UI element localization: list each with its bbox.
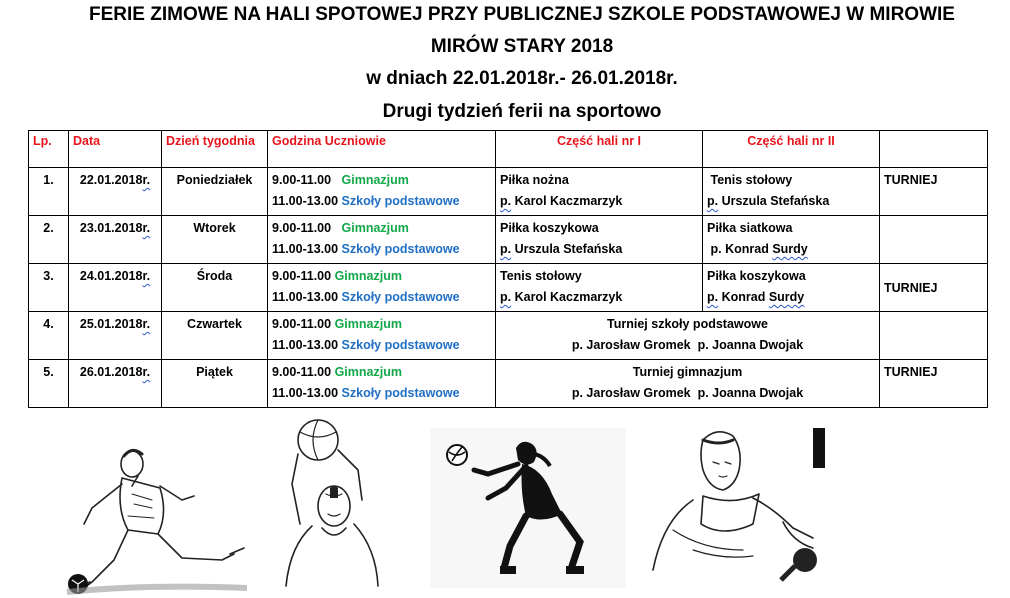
cell-time: 9.00-11.00 Gimnazjum 11.00-13.00 Szkoły podstawowe (268, 360, 496, 408)
title-line-1: FERIE ZIMOWE NA HALI SPOTOWEJ PRZY PUBLICZNEJ SZKOLE PODSTAWOWEJ W MIROWIE (89, 4, 955, 25)
cell-day: Wtorek (162, 216, 268, 264)
cell-note: TURNIEJ (880, 168, 988, 216)
header-day: Dzień tygodnia (162, 131, 268, 168)
cell-note: TURNIEJ (880, 360, 988, 408)
cell-merged-halls: Turniej szkoły podstawowe p. Jarosław Gromek p. Joanna Dwojak (496, 312, 880, 360)
cell-lp: 4. (29, 312, 69, 360)
table-row (29, 264, 988, 312)
table-tennis-player-illustration (633, 420, 833, 588)
table-row (29, 168, 988, 216)
cell-time: 9.00-11.00 Gimnazjum 11.00-13.00 Szkoły podstawowe (268, 216, 496, 264)
cell-lp: 3. (29, 264, 69, 312)
soccer-player-illustration (62, 424, 252, 598)
cell-lp: 5. (29, 360, 69, 408)
cell-day: Czwartek (162, 312, 268, 360)
cell-time: 9.00-11.00 Gimnazjum 11.00-13.00 Szkoły podstawowe (268, 168, 496, 216)
title-line-2: MIRÓW STARY 2018 (430, 36, 614, 57)
cell-hall-2: Tenis stołowy p. Urszula Stefańska (703, 168, 880, 216)
header-date: Data (69, 131, 162, 168)
cell-note (880, 216, 988, 264)
title-line-3: w dniach 22.01.2018r.- 26.01.2018r. (366, 68, 678, 89)
table-header-row (29, 131, 988, 168)
cell-lp: 1. (29, 168, 69, 216)
cell-merged-halls: Turniej gimnazjum p. Jarosław Gromek p. Joanna Dwojak (496, 360, 880, 408)
cell-date: 26.01.2018r. (69, 360, 162, 408)
header-time: Godzina Uczniowie (268, 131, 496, 168)
table-row (29, 312, 988, 360)
cell-day: Piątek (162, 360, 268, 408)
cell-day: Poniedziałek (162, 168, 268, 216)
basketball-player-illustration (282, 414, 382, 594)
cell-note: TURNIEJ (880, 264, 988, 312)
cell-hall-2: Piłka koszykowa p. Konrad Surdy (703, 264, 880, 312)
cell-time: 9.00-11.00 Gimnazjum 11.00-13.00 Szkoły podstawowe (268, 264, 496, 312)
cell-date: 22.01.2018r. (69, 168, 162, 216)
cell-date: 24.01.2018r. (69, 264, 162, 312)
cell-hall-1: Piłka nożna p. Karol Kaczmarzyk (496, 168, 703, 216)
header-hall-1: Część hali nr I (496, 131, 703, 168)
cell-date: 23.01.2018r. (69, 216, 162, 264)
table-row (29, 216, 988, 264)
cell-hall-1: Piłka koszykowa p. Urszula Stefańska (496, 216, 703, 264)
schedule-table (28, 130, 988, 408)
header-hall-2: Część hali nr II (703, 131, 880, 168)
volleyball-player-illustration (430, 428, 626, 588)
cell-time: 9.00-11.00 Gimnazjum 11.00-13.00 Szkoły podstawowe (268, 312, 496, 360)
sports-illustrations (0, 410, 1010, 598)
header-lp: Lp. (29, 131, 69, 168)
table-row (29, 360, 988, 408)
header-note (880, 131, 988, 168)
cell-note (880, 312, 988, 360)
cell-day: Środa (162, 264, 268, 312)
cell-hall-1: Tenis stołowy p. Karol Kaczmarzyk (496, 264, 703, 312)
cell-hall-2: Piłka siatkowa p. Konrad Surdy (703, 216, 880, 264)
cell-lp: 2. (29, 216, 69, 264)
cell-date: 25.01.2018r. (69, 312, 162, 360)
title-line-4: Drugi tydzień ferii na sportowo (382, 101, 662, 122)
